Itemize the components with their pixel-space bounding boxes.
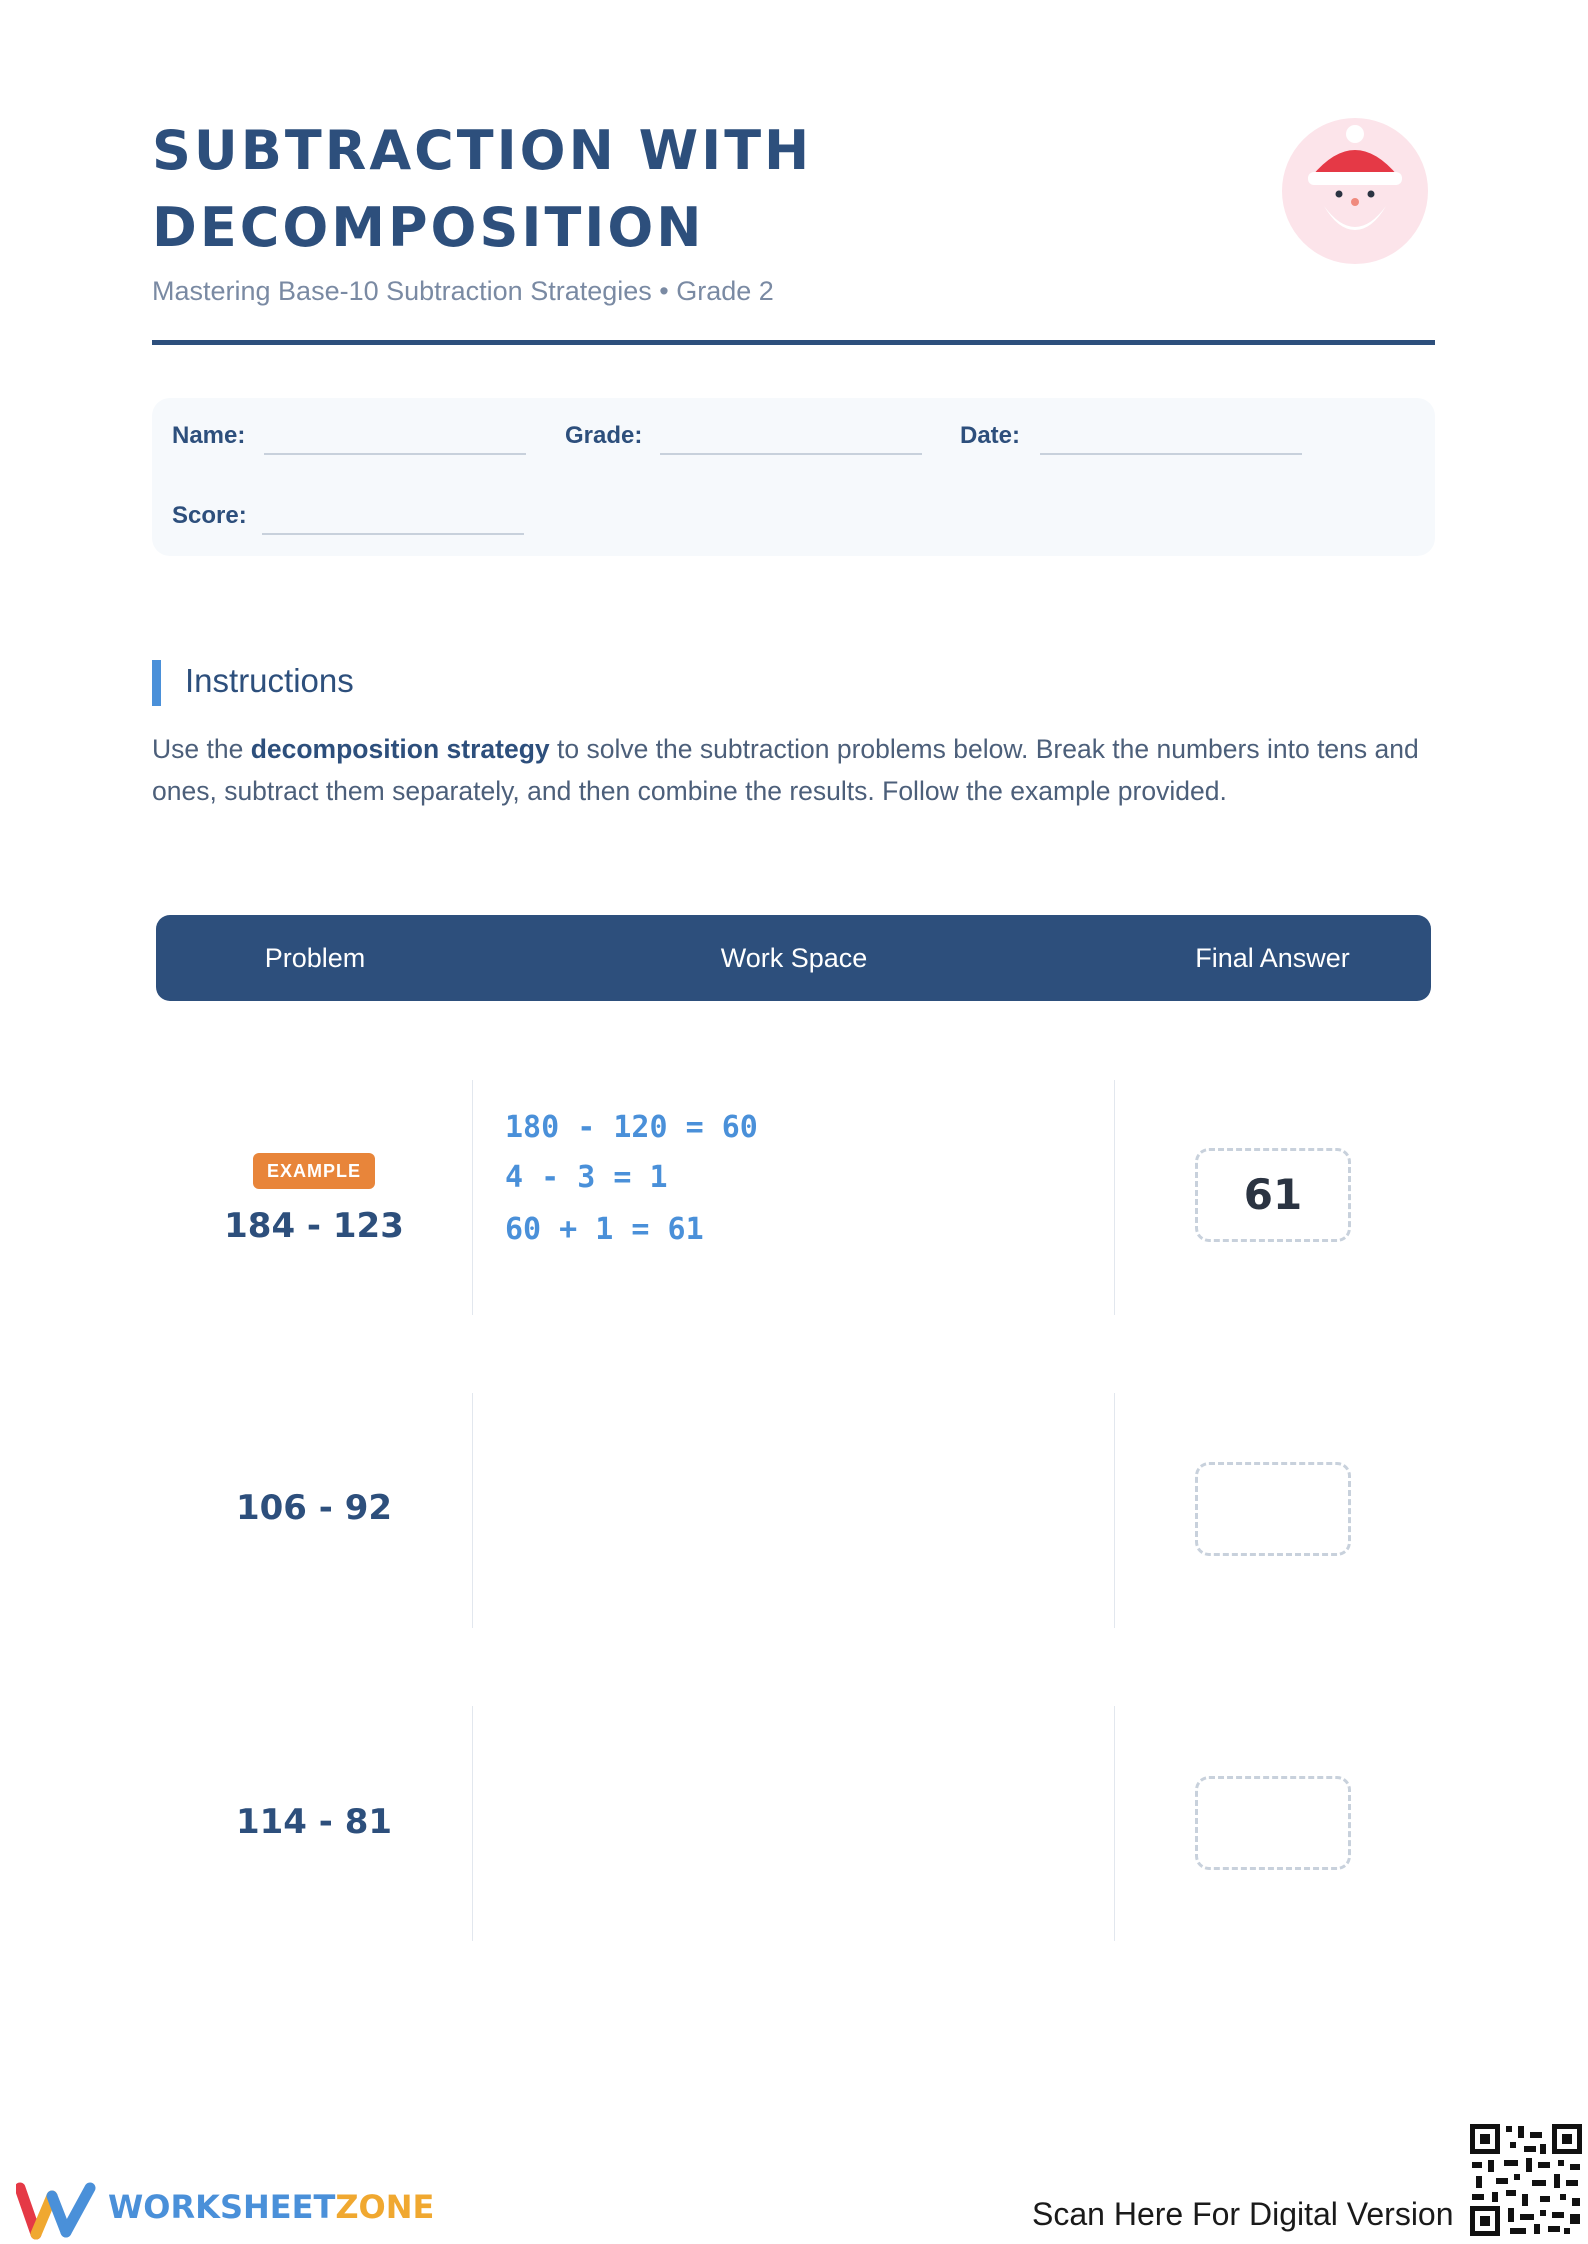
problem-2: 106 - 92	[235, 1488, 393, 1528]
score-field[interactable]	[262, 533, 524, 535]
date-label: Date:	[960, 422, 1021, 449]
column-divider	[1114, 1706, 1115, 1941]
work-line-3: 60 + 1 = 61	[505, 1212, 704, 1247]
page-subtitle: Mastering Base-10 Subtraction Strategies • Grade 2	[152, 276, 774, 306]
instructions-text-start: Use the	[152, 734, 251, 764]
example-badge: EXAMPLE	[253, 1153, 375, 1189]
instructions-accent-bar	[152, 660, 161, 706]
qr-code-icon[interactable]	[1470, 2124, 1582, 2236]
brand-accent: ZONE	[335, 2188, 435, 2226]
table-header	[156, 915, 1431, 1001]
title-line-1: SUBTRACTION WITH	[152, 119, 813, 182]
problem-3: 114 - 81	[235, 1802, 393, 1842]
page-title	[152, 112, 1052, 266]
column-divider	[472, 1080, 473, 1315]
brand-main: WORKSHEET	[108, 2188, 336, 2226]
title-line-2: DECOMPOSITION	[152, 196, 705, 259]
student-info-box	[152, 398, 1435, 556]
date-field[interactable]	[1040, 453, 1302, 455]
instructions-text-end: to solve the subtraction problems below. Break the numbers into tens and ones, subtract them separately, and then combine the results. Follow the example provided.	[152, 734, 1419, 806]
santa-icon	[1282, 118, 1428, 264]
answer-box-2[interactable]	[1195, 1462, 1351, 1556]
grade-label: Grade:	[565, 422, 643, 449]
instructions-text	[152, 728, 1442, 812]
header-final-answer: Final Answer	[1195, 943, 1350, 973]
name-label: Name:	[172, 422, 246, 449]
grade-field[interactable]	[660, 453, 922, 455]
header-work-space: Work Space	[720, 943, 868, 973]
column-divider	[1114, 1080, 1115, 1315]
worksheetzone-logo-icon	[16, 2182, 96, 2240]
header-problem: Problem	[264, 943, 366, 973]
answer-box-3[interactable]	[1195, 1776, 1351, 1870]
work-line-1: 180 - 120 = 60	[505, 1110, 758, 1145]
problem-1: 184 - 123	[224, 1206, 404, 1246]
header-divider	[152, 340, 1435, 345]
column-divider	[1114, 1393, 1115, 1628]
score-label: Score:	[172, 502, 247, 529]
work-line-2: 4 - 3 = 1	[505, 1160, 668, 1195]
brand-name	[108, 2188, 434, 2226]
name-field[interactable]	[264, 453, 526, 455]
instructions-heading: Instructions	[185, 662, 354, 699]
answer-box-1[interactable]: 61	[1195, 1148, 1351, 1242]
instructions-strategy-term: decomposition strategy	[250, 734, 550, 764]
scan-text: Scan Here For Digital Version	[1032, 2196, 1454, 2232]
